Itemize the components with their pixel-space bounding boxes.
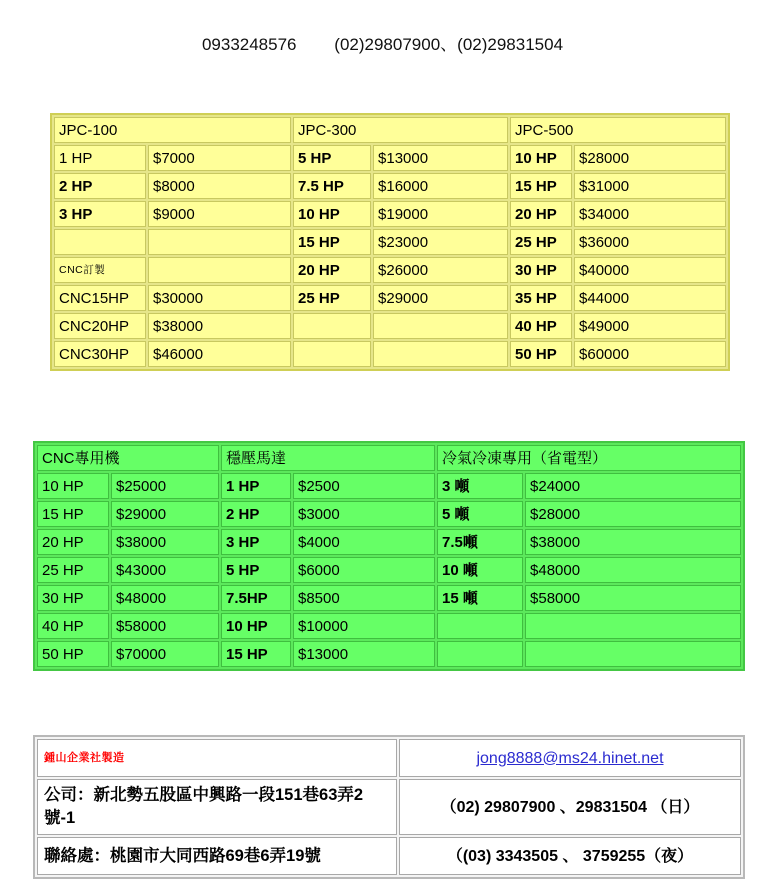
contact-address: 聯絡處：桃園市大同西路69巷6弄19號 [37,837,397,875]
jpc-price-table [50,113,730,371]
cell-model: 20 HP [37,529,109,555]
cell-price: $29000 [111,501,219,527]
cell-model: 20 HP [293,257,371,283]
cell-price: $28000 [574,145,726,171]
cell-empty [437,641,523,667]
green-header-stabilizer: 穩壓馬達 [221,445,435,471]
cell-model: 1 HP [54,145,146,171]
green-price-table [33,441,745,671]
cell-empty [148,257,291,283]
cell-price: $23000 [373,229,508,255]
contact-row-office [37,837,741,875]
table-row [54,229,726,255]
table-row [37,613,741,639]
cell-price: $34000 [574,201,726,227]
table-row [54,145,726,171]
cell-price: $70000 [111,641,219,667]
table-row [37,641,741,667]
cell-model: 40 HP [37,613,109,639]
cell-model: 25 HP [293,285,371,311]
phone-night: （(03) 3343505 、 3759255（夜） [399,837,741,875]
cell-model: 40 HP [510,313,572,339]
cell-model: 20 HP [510,201,572,227]
table-row [37,585,741,611]
cell-model: 1 HP [221,473,291,499]
jpc-price-table-wrapper [50,113,730,371]
email-link[interactable]: jong8888@ms24.hinet.net [476,749,664,767]
cell-price: $10000 [293,613,435,639]
table-row [54,257,726,283]
cell-price: $60000 [574,341,726,367]
cell-model: 15 HP [293,229,371,255]
cell-price: $3000 [293,501,435,527]
cell-price: $46000 [148,341,291,367]
cell-price: $31000 [574,173,726,199]
email-cell [399,739,741,777]
cell-model: 7.5HP [221,585,291,611]
cell-price: $40000 [574,257,726,283]
header-phone-line: 0933248576 (02)29807900、(02)29831504 [201,35,564,54]
yellow-header-jpc300: JPC-300 [293,117,508,143]
cell-model: 3 噸 [437,473,523,499]
cell-price: $24000 [525,473,741,499]
contact-row-company [37,779,741,835]
cell-model: CNC30HP [54,341,146,367]
cell-empty [525,613,741,639]
cell-price: $8000 [148,173,291,199]
cell-model: 2 HP [221,501,291,527]
cell-empty [54,229,146,255]
cell-empty [293,341,371,367]
cell-price: $19000 [373,201,508,227]
cell-price: $28000 [525,501,741,527]
cell-price: $36000 [574,229,726,255]
cell-model: 10 HP [510,145,572,171]
cell-model: 5 HP [221,557,291,583]
cell-model: 50 HP [37,641,109,667]
cell-cnc-custom-label: CNC訂製 [54,257,146,283]
table-row [37,501,741,527]
cell-model: 25 HP [37,557,109,583]
green-price-table-wrapper [33,441,745,671]
cell-price: $58000 [111,613,219,639]
cell-price: $38000 [111,529,219,555]
green-header-refrigeration: 冷氣冷凍專用（省電型） [437,445,741,471]
cell-price: $44000 [574,285,726,311]
table-row [37,529,741,555]
cell-model: 7.5 HP [293,173,371,199]
cell-price: $48000 [525,557,741,583]
cell-empty [373,341,508,367]
table-row [54,285,726,311]
table-row [54,313,726,339]
cell-price: $26000 [373,257,508,283]
table-row [37,557,741,583]
yellow-header-jpc100: JPC-100 [54,117,291,143]
cell-model: 10 HP [221,613,291,639]
green-header-cnc: CNC專用機 [37,445,219,471]
cell-price: $8500 [293,585,435,611]
cell-price: $30000 [148,285,291,311]
table-row [54,173,726,199]
phone-day: （02) 29807900 、29831504 （日） [399,779,741,835]
cell-price: $16000 [373,173,508,199]
cell-price: $9000 [148,201,291,227]
table-row [54,341,726,367]
table-row [37,473,741,499]
cell-model: 5 HP [293,145,371,171]
contact-table-wrapper [33,735,745,879]
cell-model: 2 HP [54,173,146,199]
cell-price: $49000 [574,313,726,339]
table-row [54,201,726,227]
cell-price: $25000 [111,473,219,499]
table-header-row [54,117,726,143]
cell-model: 10 噸 [437,557,523,583]
cell-model: 30 HP [37,585,109,611]
cell-price: $43000 [111,557,219,583]
cell-model: 10 HP [293,201,371,227]
cell-model: 15 HP [221,641,291,667]
cell-price: $38000 [148,313,291,339]
cell-model: 5 噸 [437,501,523,527]
cell-price: $4000 [293,529,435,555]
cell-price: $6000 [293,557,435,583]
cell-model: CNC20HP [54,313,146,339]
cell-model: 15 HP [37,501,109,527]
table-header-row [37,445,741,471]
cell-price: $38000 [525,529,741,555]
yellow-header-jpc500: JPC-500 [510,117,726,143]
contact-table [33,735,745,879]
cell-model: 35 HP [510,285,572,311]
cell-price: $29000 [373,285,508,311]
cell-empty [525,641,741,667]
cell-model: 15 HP [510,173,572,199]
cell-model: 25 HP [510,229,572,255]
cell-price: $13000 [293,641,435,667]
cell-model: 15 噸 [437,585,523,611]
company-brand-label: 鍾山企業社製造 [37,739,397,777]
cell-model: 30 HP [510,257,572,283]
cell-price: $58000 [525,585,741,611]
cell-empty [148,229,291,255]
cell-model: 50 HP [510,341,572,367]
cell-model: 10 HP [37,473,109,499]
cell-model: 3 HP [54,201,146,227]
cell-price: $13000 [373,145,508,171]
cell-empty [437,613,523,639]
contact-row-brand [37,739,741,777]
cell-empty [373,313,508,339]
cell-model: CNC15HP [54,285,146,311]
cell-model: 7.5噸 [437,529,523,555]
cell-price: $48000 [111,585,219,611]
company-address: 公司：新北勢五股區中興路一段151巷63弄2號-1 [37,779,397,835]
cell-model: 3 HP [221,529,291,555]
cell-price: $7000 [148,145,291,171]
cell-empty [293,313,371,339]
cell-price: $2500 [293,473,435,499]
